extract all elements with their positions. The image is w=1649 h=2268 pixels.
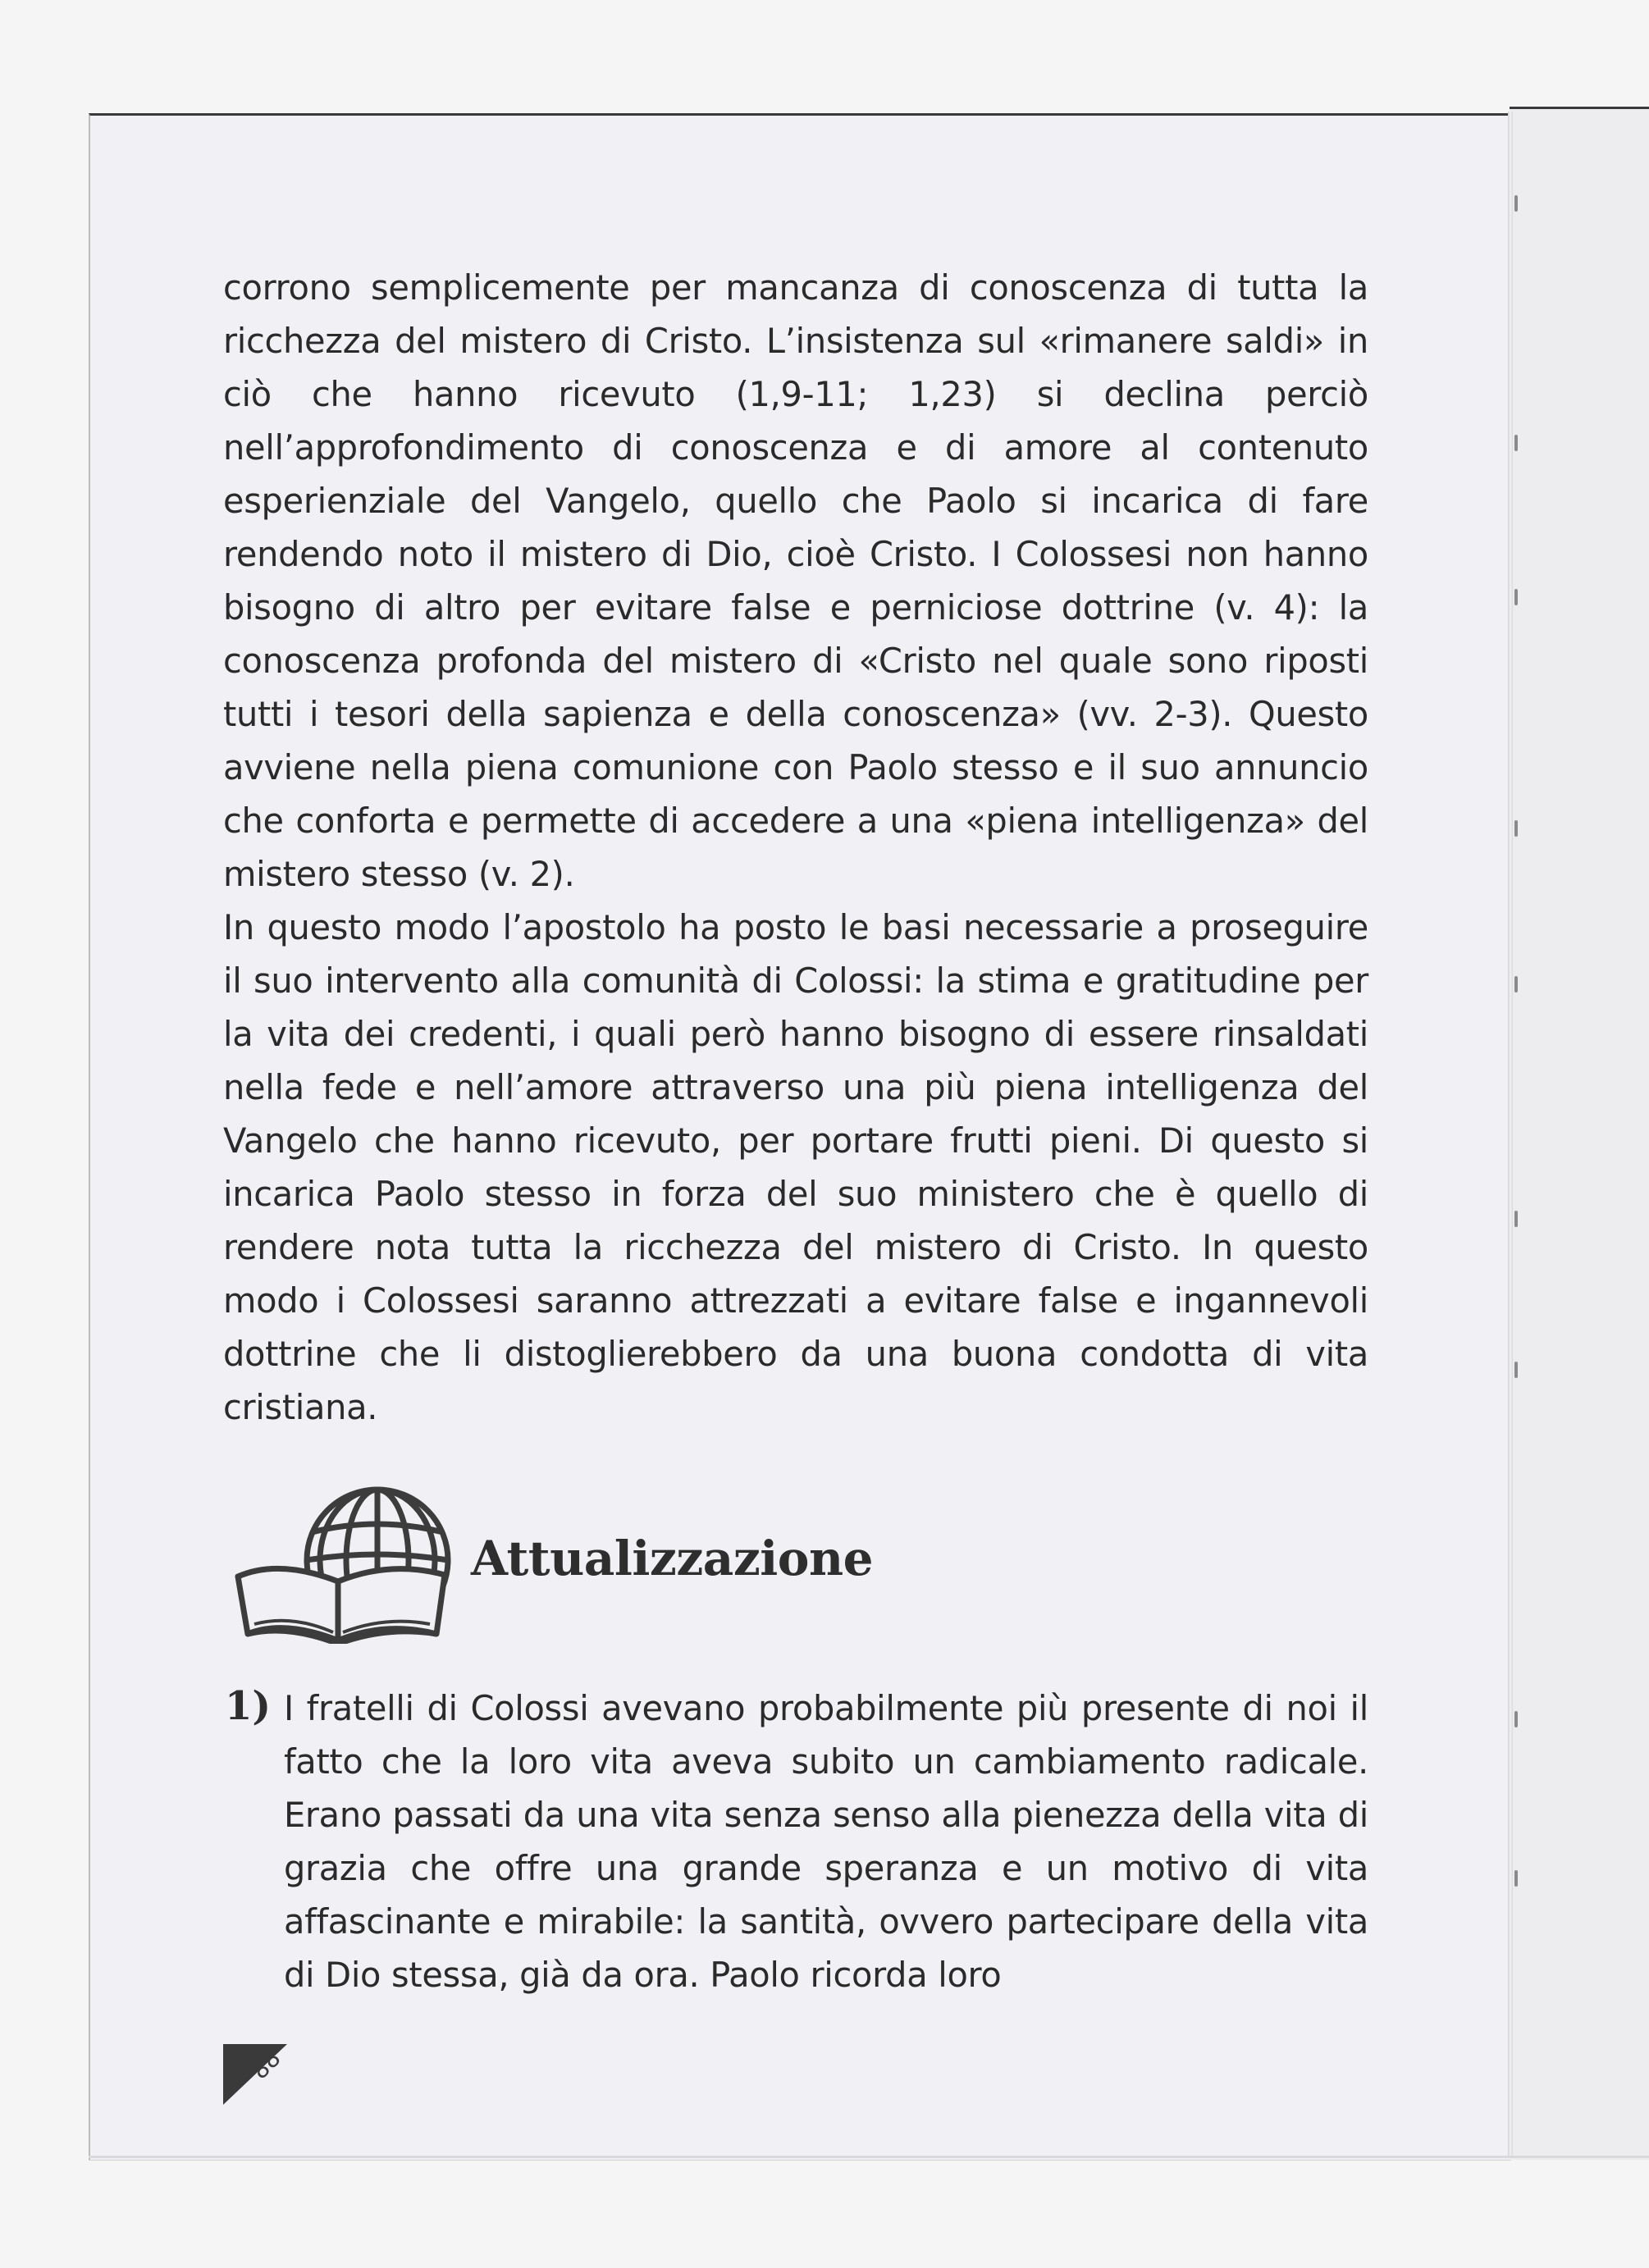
page-number: 88 — [246, 2044, 286, 2085]
binding-mark — [1514, 1711, 1518, 1727]
page-bottom-edge — [89, 2156, 1649, 2158]
binding-mark — [1514, 195, 1518, 212]
facing-page — [1510, 107, 1649, 2160]
page-content — [223, 261, 1368, 2001]
binding-mark — [1514, 1870, 1518, 1887]
section-title: Attualizzazione — [471, 1531, 874, 1586]
binding-mark — [1514, 589, 1518, 605]
binding-mark — [1514, 1362, 1518, 1378]
binding-mark — [1514, 1211, 1518, 1227]
section-heading — [223, 1480, 1368, 1668]
binding-mark — [1514, 820, 1518, 837]
body-paragraph: In questo modo l’apostolo ha posto le basi necessarie a proseguire il suo intervento alla comunità di Colossi: la stima e gratitudine per la vita dei credenti, i quali però hanno bisogno di essere rinsaldati nella fede e nell’amore attraverso una più piena intelligenza del Vangelo che hanno ricevuto, per portare frutti pieni. Di questo si incarica Paolo stesso in forza del suo ministero che è quello di rendere nota tutta la ricchezza del mistero di Cristo. In questo modo i Colossesi saranno attrezzati a evitare false e ingannevoli dottrine che li distoglierebbero da una buona condotta di vita cristiana. — [223, 907, 1368, 1427]
page-fold — [1508, 112, 1513, 2157]
binding-mark — [1514, 976, 1518, 993]
binding-mark — [1514, 435, 1518, 451]
item-text: I fratelli di Colossi avevano probabilmente più presente di noi il fatto che la loro vita aveva subito un cambiamento radicale. Erano passati da una vita senza senso alla pienezza della vita di grazia che offre una grande speranza e un motivo di vita affascinante e mirabile: la santità, ovvero partecipare della vita di Dio stessa, già da ora. Paolo ricorda loro — [284, 1688, 1368, 1995]
list-item — [223, 1682, 1368, 2001]
body-paragraph: corrono semplicemente per mancanza di conoscenza di tutta la ricchezza del mistero di Cristo. L’insistenza sul «rimanere saldi» in ciò che hanno ricevuto (1,9-11; 1,23) si declina perciò nell’approfondimento di conoscenza e di amore al contenuto esperienziale del Vangelo, quello che Paolo si incarica di fare rendendo noto il mistero di Dio, cioè Cristo. I Colossesi non hanno bisogno di altro per evitare false e perniciose dottrine (v. 4): la conoscenza profonda del mistero di «Cristo nel quale sono riposti tutti i tesori della sapienza e della conoscenza» (vv. 2-3). Questo avviene nella piena comunione con Paolo stesso e il suo annuncio che conforta e permette di accedere a una «piena intelligenza» del mistero stesso (v. 2). — [223, 267, 1368, 894]
item-number: 1) — [225, 1683, 272, 1729]
book-globe-icon — [230, 1480, 476, 1644]
